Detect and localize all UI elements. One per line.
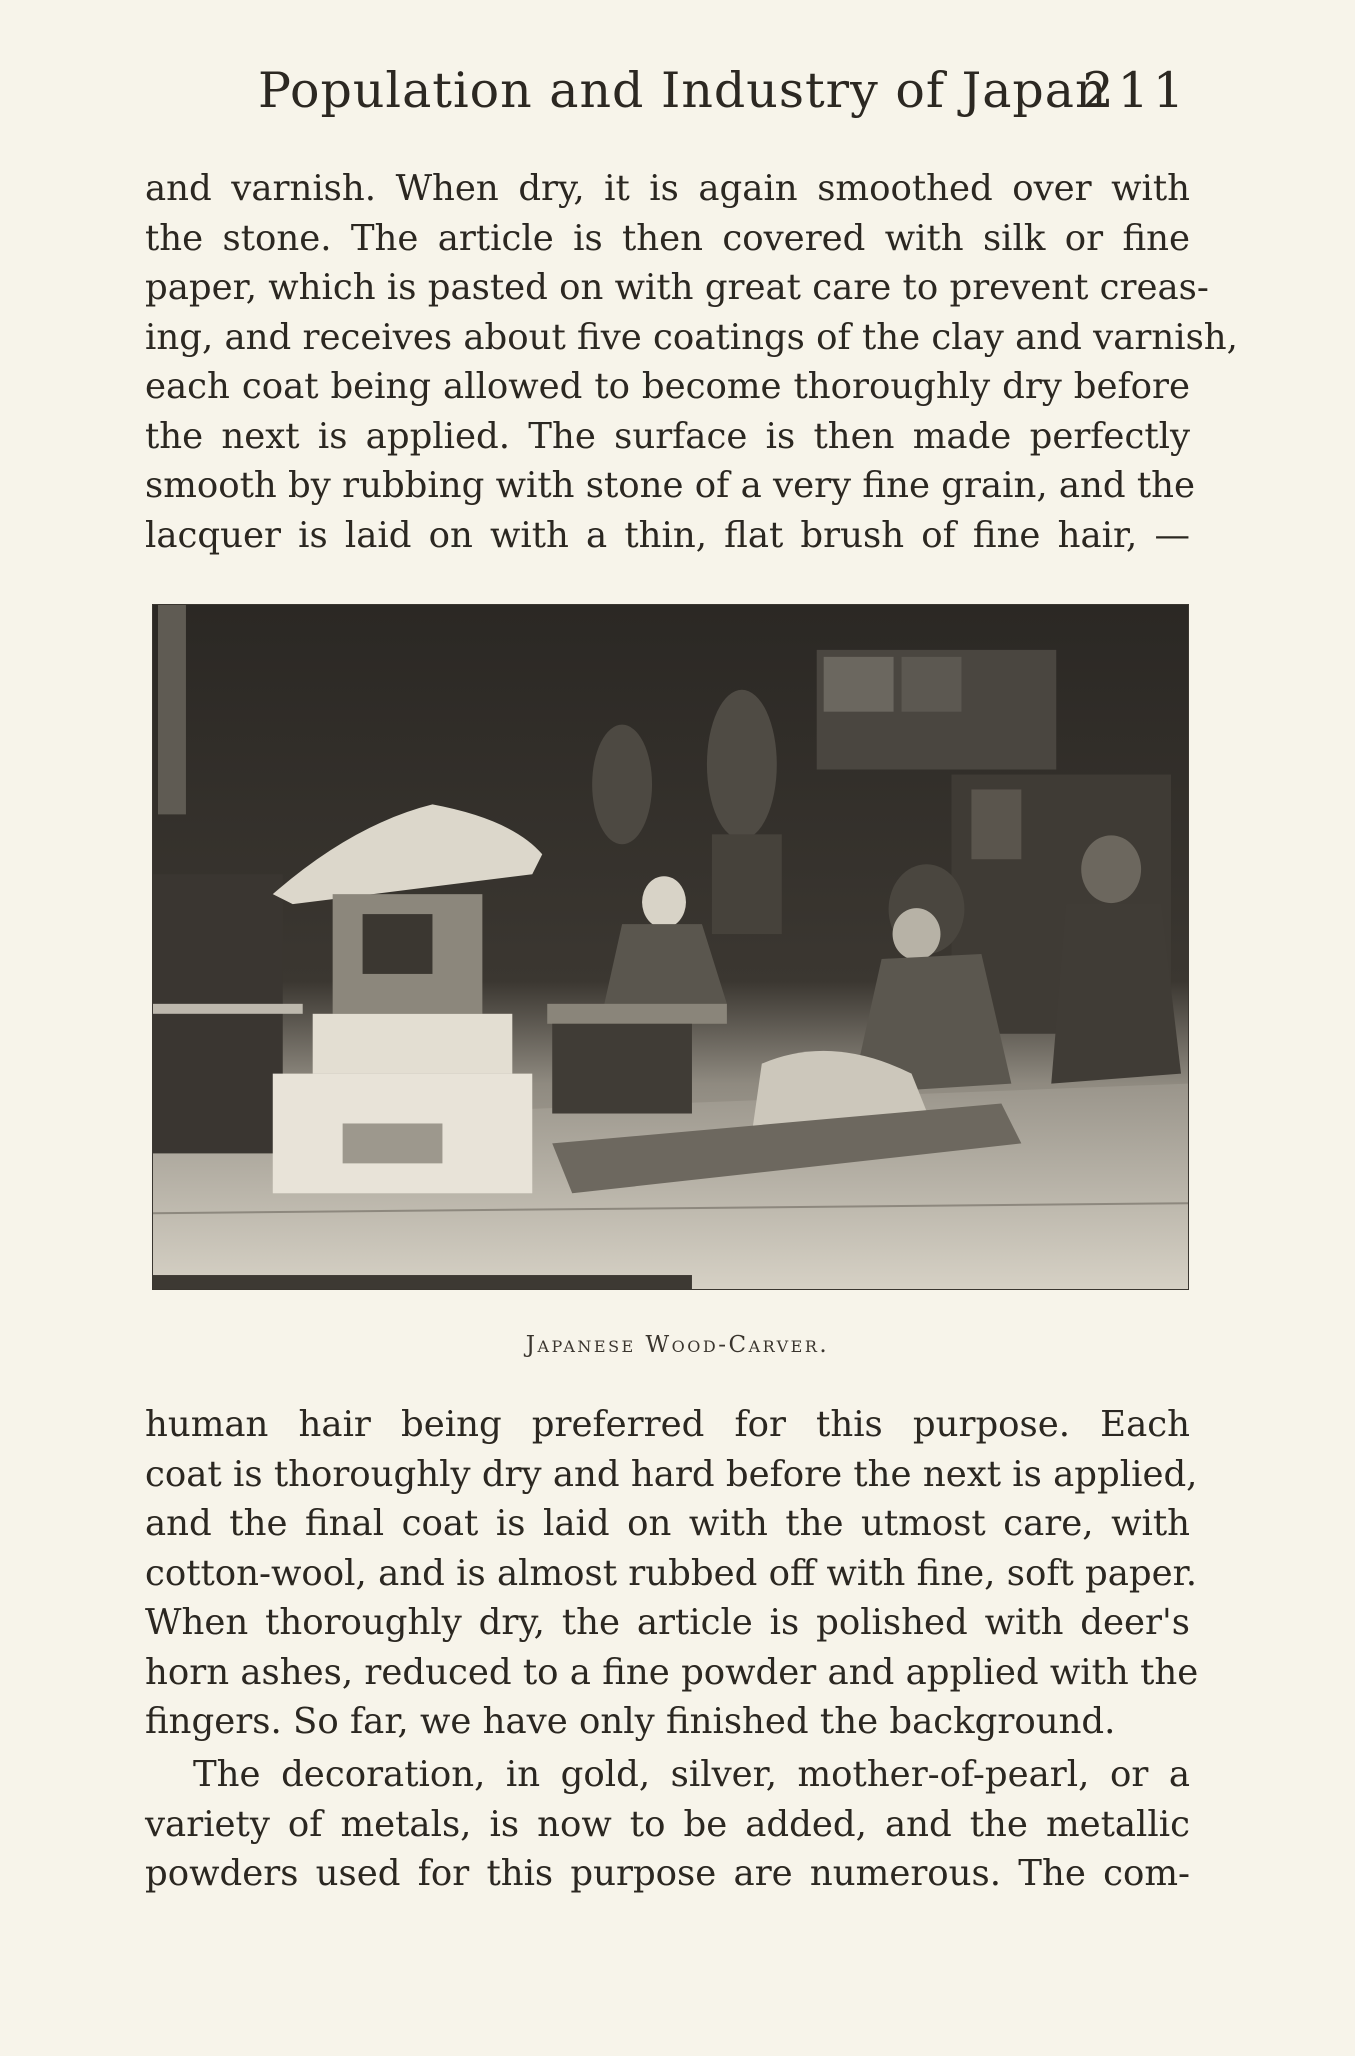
text-line: and the final coat is laid on with the utmost care, with <box>145 1503 1190 1544</box>
text-line: and varnish. When dry, it is again smoothed over with <box>145 168 1190 209</box>
text-line: human hair being preferred for this purpose. Each <box>145 1404 1190 1445</box>
text-line: coat is thoroughly dry and hard before the next is applied, <box>145 1453 1198 1495</box>
text-line: ing, and receives about five coatings of the clay and varnish, <box>145 316 1238 358</box>
paragraph-third <box>145 1750 1190 1899</box>
paragraph-bottom <box>145 1400 1199 1747</box>
text-line: each coat being allowed to become thoroughly dry before <box>145 366 1190 407</box>
text-line: horn ashes, reduced to a fine powder and applied with the <box>145 1651 1199 1693</box>
figure-photograph <box>152 604 1189 1290</box>
text-line: variety of metals, is now to be added, and the metallic <box>145 1803 1190 1845</box>
text-line: fingers. So far, we have only finished the background. <box>145 1701 1116 1742</box>
text-line: lacquer is laid on with a thin, flat brush of fine hair, — <box>145 514 1190 556</box>
text-line: When thoroughly dry, the article is polished with deer's <box>145 1602 1190 1643</box>
text-line: The decoration, in gold, silver, mother-of-pearl, or a <box>193 1754 1190 1795</box>
paragraph-top <box>145 164 1238 560</box>
page-number: 211 <box>1082 62 1188 119</box>
text-line: smooth by rubbing with stone of a very fine grain, and the <box>145 465 1196 506</box>
running-head <box>258 62 1188 132</box>
figure-caption: Japanese Wood-Carver. <box>525 1332 830 1358</box>
text-line: powders used for this purpose are numerous. The com- <box>145 1853 1190 1894</box>
wood-carver-photo <box>153 605 1188 1289</box>
text-line: the stone. The article is then covered with silk or fine <box>145 217 1190 259</box>
text-line: paper, which is pasted on with great care to prevent creas- <box>145 267 1209 308</box>
text-line: cotton-wool, and is almost rubbed off with fine, soft paper. <box>145 1552 1197 1594</box>
text-line: the next is applied. The surface is then made perfectly <box>145 415 1190 457</box>
running-head-title: Population and Industry of Japan <box>258 62 1108 119</box>
